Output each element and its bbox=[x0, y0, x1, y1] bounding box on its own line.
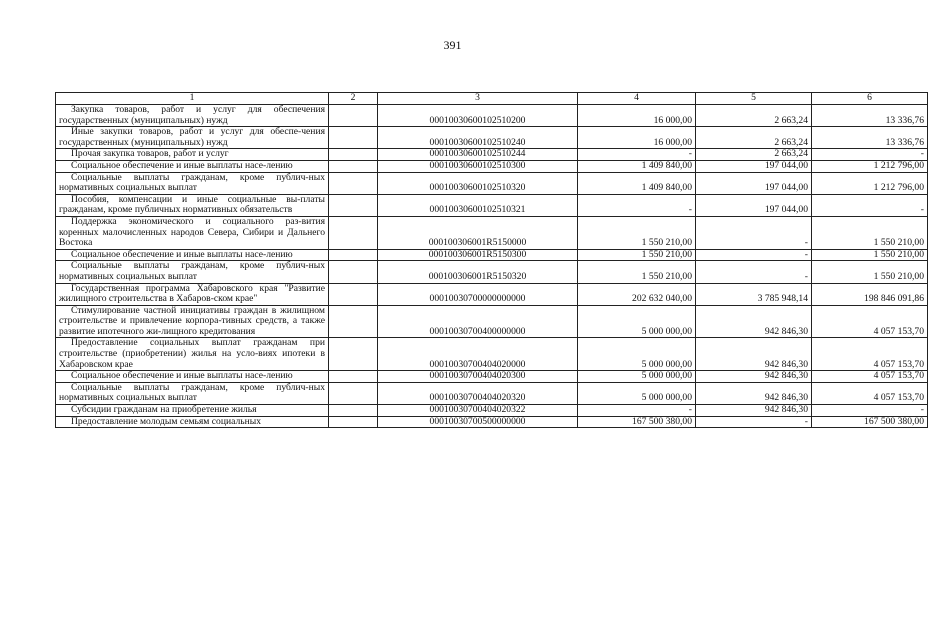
row-col2-cell bbox=[329, 149, 378, 161]
row-value-6-cell: 1 550 210,00 bbox=[812, 249, 928, 261]
row-col2-cell bbox=[329, 305, 378, 338]
row-value-6-cell: 4 057 153,70 bbox=[812, 382, 928, 404]
row-name-text: Социальное обеспечение и иные выплаты насе-лению bbox=[71, 248, 293, 260]
row-value-5-cell: 942 846,30 bbox=[696, 305, 812, 338]
table-body bbox=[56, 105, 928, 428]
row-col2-cell bbox=[329, 160, 378, 172]
row-value-4-cell: 5 000 000,00 bbox=[578, 371, 696, 383]
row-name-cell bbox=[56, 261, 329, 283]
table-row bbox=[56, 127, 928, 149]
row-value-6-cell: 4 057 153,70 bbox=[812, 338, 928, 371]
table-row bbox=[56, 382, 928, 404]
table-row bbox=[56, 172, 928, 194]
row-value-5-cell: 942 846,30 bbox=[696, 338, 812, 371]
row-value-5-cell: - bbox=[696, 249, 812, 261]
row-code-cell: 00010030600102510200 bbox=[378, 105, 578, 127]
row-value-4-cell: 1 550 210,00 bbox=[578, 261, 696, 283]
row-value-4-cell: - bbox=[578, 405, 696, 417]
table-row bbox=[56, 305, 928, 338]
row-code-cell: 000100306001R5150300 bbox=[378, 249, 578, 261]
row-name-text: Стимулирование частной инициативы граждан в жилищном строительстве и привлечение корпора-тивных средств, а также развитие ипотечного жи-лищного кредитования bbox=[59, 304, 325, 337]
row-value-5-cell: 197 044,00 bbox=[696, 160, 812, 172]
row-name-cell bbox=[56, 216, 329, 249]
row-code-cell: 00010030700404020322 bbox=[378, 405, 578, 417]
row-name-cell bbox=[56, 405, 329, 417]
row-value-5-cell: 2 663,24 bbox=[696, 105, 812, 127]
row-value-4-cell: 1 409 840,00 bbox=[578, 172, 696, 194]
row-value-4-cell: 167 500 380,00 bbox=[578, 416, 696, 428]
row-name-text: Предоставление молодым семьям социальных bbox=[71, 415, 261, 427]
row-col2-cell bbox=[329, 261, 378, 283]
row-name-text: Социальное обеспечение и иные выплаты насе-лению bbox=[71, 159, 293, 171]
row-value-6-cell: 4 057 153,70 bbox=[812, 305, 928, 338]
row-value-4-cell: 1 550 210,00 bbox=[578, 216, 696, 249]
row-code-cell: 00010030700404020320 bbox=[378, 382, 578, 404]
row-value-5-cell: - bbox=[696, 416, 812, 428]
row-code-cell: 00010030700404020300 bbox=[378, 371, 578, 383]
row-value-5-cell: 2 663,24 bbox=[696, 149, 812, 161]
row-value-6-cell: 167 500 380,00 bbox=[812, 416, 928, 428]
row-value-4-cell: 5 000 000,00 bbox=[578, 338, 696, 371]
row-value-4-cell: 1 550 210,00 bbox=[578, 249, 696, 261]
row-col2-cell bbox=[329, 371, 378, 383]
row-value-5-cell: 197 044,00 bbox=[696, 194, 812, 216]
row-name-cell bbox=[56, 172, 329, 194]
row-name-text: Прочая закупка товаров, работ и услуг bbox=[71, 148, 229, 160]
row-name-cell bbox=[56, 194, 329, 216]
budget-table bbox=[55, 92, 928, 428]
row-value-5-cell: 942 846,30 bbox=[696, 405, 812, 417]
row-value-5-cell: - bbox=[696, 216, 812, 249]
row-code-cell: 00010030700000000000 bbox=[378, 283, 578, 305]
row-value-6-cell: - bbox=[812, 405, 928, 417]
row-value-4-cell: 16 000,00 bbox=[578, 127, 696, 149]
column-header: 3 bbox=[378, 93, 578, 105]
row-col2-cell bbox=[329, 127, 378, 149]
row-name-cell bbox=[56, 416, 329, 428]
row-value-4-cell: 5 000 000,00 bbox=[578, 382, 696, 404]
table-row bbox=[56, 416, 928, 428]
row-value-6-cell: 198 846 091,86 bbox=[812, 283, 928, 305]
table-row bbox=[56, 371, 928, 383]
column-header: 6 bbox=[812, 93, 928, 105]
row-value-6-cell: 13 336,76 bbox=[812, 105, 928, 127]
row-value-5-cell: 942 846,30 bbox=[696, 382, 812, 404]
row-name-text: Иные закупки товаров, работ и услуг для обеспе-чения государственных (муниципальных) нужд bbox=[59, 126, 325, 148]
row-name-cell bbox=[56, 127, 329, 149]
page-number: 391 bbox=[443, 38, 462, 52]
column-header: 5 bbox=[696, 93, 812, 105]
row-name-text: Государственная программа Хабаровского края "Развитие жилищного строительства в Хабаров-ском крае" bbox=[59, 282, 325, 305]
table-header-row bbox=[56, 93, 928, 105]
row-value-6-cell: - bbox=[812, 194, 928, 216]
column-header: 2 bbox=[329, 93, 378, 105]
table-row bbox=[56, 149, 928, 161]
row-col2-cell bbox=[329, 382, 378, 404]
table-row bbox=[56, 160, 928, 172]
table-row bbox=[56, 194, 928, 216]
row-value-5-cell: 2 663,24 bbox=[696, 127, 812, 149]
row-name-cell bbox=[56, 283, 329, 305]
row-value-6-cell: 1 550 210,00 bbox=[812, 261, 928, 283]
table-row bbox=[56, 338, 928, 371]
row-name-text: Социальные выплаты гражданам, кроме публич-ных нормативных социальных выплат bbox=[59, 260, 325, 282]
row-value-5-cell: 942 846,30 bbox=[696, 371, 812, 383]
row-value-6-cell: 1 212 796,00 bbox=[812, 160, 928, 172]
row-name-text: Пособия, компенсации и иные социальные вы-платы гражданам, кроме публичных нормативных обязательств bbox=[59, 193, 325, 216]
row-name-cell bbox=[56, 249, 329, 261]
row-code-cell: 000100306001R5150000 bbox=[378, 216, 578, 249]
row-value-6-cell: 1 550 210,00 bbox=[812, 216, 928, 249]
row-col2-cell bbox=[329, 416, 378, 428]
row-col2-cell bbox=[329, 249, 378, 261]
row-col2-cell bbox=[329, 194, 378, 216]
row-value-6-cell: 4 057 153,70 bbox=[812, 371, 928, 383]
row-code-cell: 00010030600102510320 bbox=[378, 172, 578, 194]
table-row bbox=[56, 105, 928, 127]
row-code-cell: 00010030600102510300 bbox=[378, 160, 578, 172]
row-code-cell: 00010030700500000000 bbox=[378, 416, 578, 428]
row-name-text: Социальное обеспечение и иные выплаты насе-лению bbox=[71, 370, 293, 382]
row-col2-cell bbox=[329, 216, 378, 249]
table-row bbox=[56, 405, 928, 417]
row-value-6-cell: 1 212 796,00 bbox=[812, 172, 928, 194]
row-col2-cell bbox=[329, 172, 378, 194]
row-col2-cell bbox=[329, 283, 378, 305]
row-col2-cell bbox=[329, 338, 378, 371]
row-name-cell bbox=[56, 305, 329, 338]
row-value-4-cell: - bbox=[578, 194, 696, 216]
row-col2-cell bbox=[329, 105, 378, 127]
row-value-6-cell: - bbox=[812, 149, 928, 161]
row-name-cell bbox=[56, 371, 329, 383]
row-code-cell: 00010030600102510244 bbox=[378, 149, 578, 161]
row-name-text: Предоставление социальных выплат гражданам при строительстве (приобретении) жилья на усло-виях ипотеки в Хабаровском крае bbox=[59, 337, 325, 370]
row-name-cell bbox=[56, 160, 329, 172]
row-value-4-cell: - bbox=[578, 149, 696, 161]
column-header: 1 bbox=[56, 93, 329, 105]
row-name-text: Субсидии гражданам на приобретение жилья bbox=[71, 404, 257, 416]
table-row bbox=[56, 283, 928, 305]
row-value-5-cell: 3 785 948,14 bbox=[696, 283, 812, 305]
row-code-cell: 00010030700400000000 bbox=[378, 305, 578, 338]
table-row bbox=[56, 216, 928, 249]
row-col2-cell bbox=[329, 405, 378, 417]
row-name-text: Поддержка экономического и социального раз-вития коренных малочисленных народов Севера, Сибири и Дальнего Востока bbox=[59, 215, 325, 249]
row-code-cell: 00010030700404020000 bbox=[378, 338, 578, 371]
row-value-4-cell: 1 409 840,00 bbox=[578, 160, 696, 172]
column-header: 4 bbox=[578, 93, 696, 105]
row-name-text: Закупка товаров, работ и услуг для обеспечения государственных (муниципальных) нужд bbox=[59, 104, 325, 126]
row-name-cell bbox=[56, 338, 329, 371]
row-value-5-cell: - bbox=[696, 261, 812, 283]
row-code-cell: 00010030600102510321 bbox=[378, 194, 578, 216]
row-code-cell: 000100306001R5150320 bbox=[378, 261, 578, 283]
row-value-4-cell: 16 000,00 bbox=[578, 105, 696, 127]
row-value-4-cell: 202 632 040,00 bbox=[578, 283, 696, 305]
row-value-5-cell: 197 044,00 bbox=[696, 172, 812, 194]
table-row bbox=[56, 249, 928, 261]
row-value-4-cell: 5 000 000,00 bbox=[578, 305, 696, 338]
row-code-cell: 00010030600102510240 bbox=[378, 127, 578, 149]
row-name-text: Социальные выплаты гражданам, кроме публич-ных нормативных социальных выплат bbox=[59, 171, 325, 194]
row-name-cell bbox=[56, 105, 329, 127]
row-name-cell bbox=[56, 382, 329, 404]
table-row bbox=[56, 261, 928, 283]
row-name-text: Социальные выплаты гражданам, кроме публич-ных нормативных социальных выплат bbox=[59, 381, 325, 404]
row-name-cell bbox=[56, 149, 329, 161]
row-value-6-cell: 13 336,76 bbox=[812, 127, 928, 149]
